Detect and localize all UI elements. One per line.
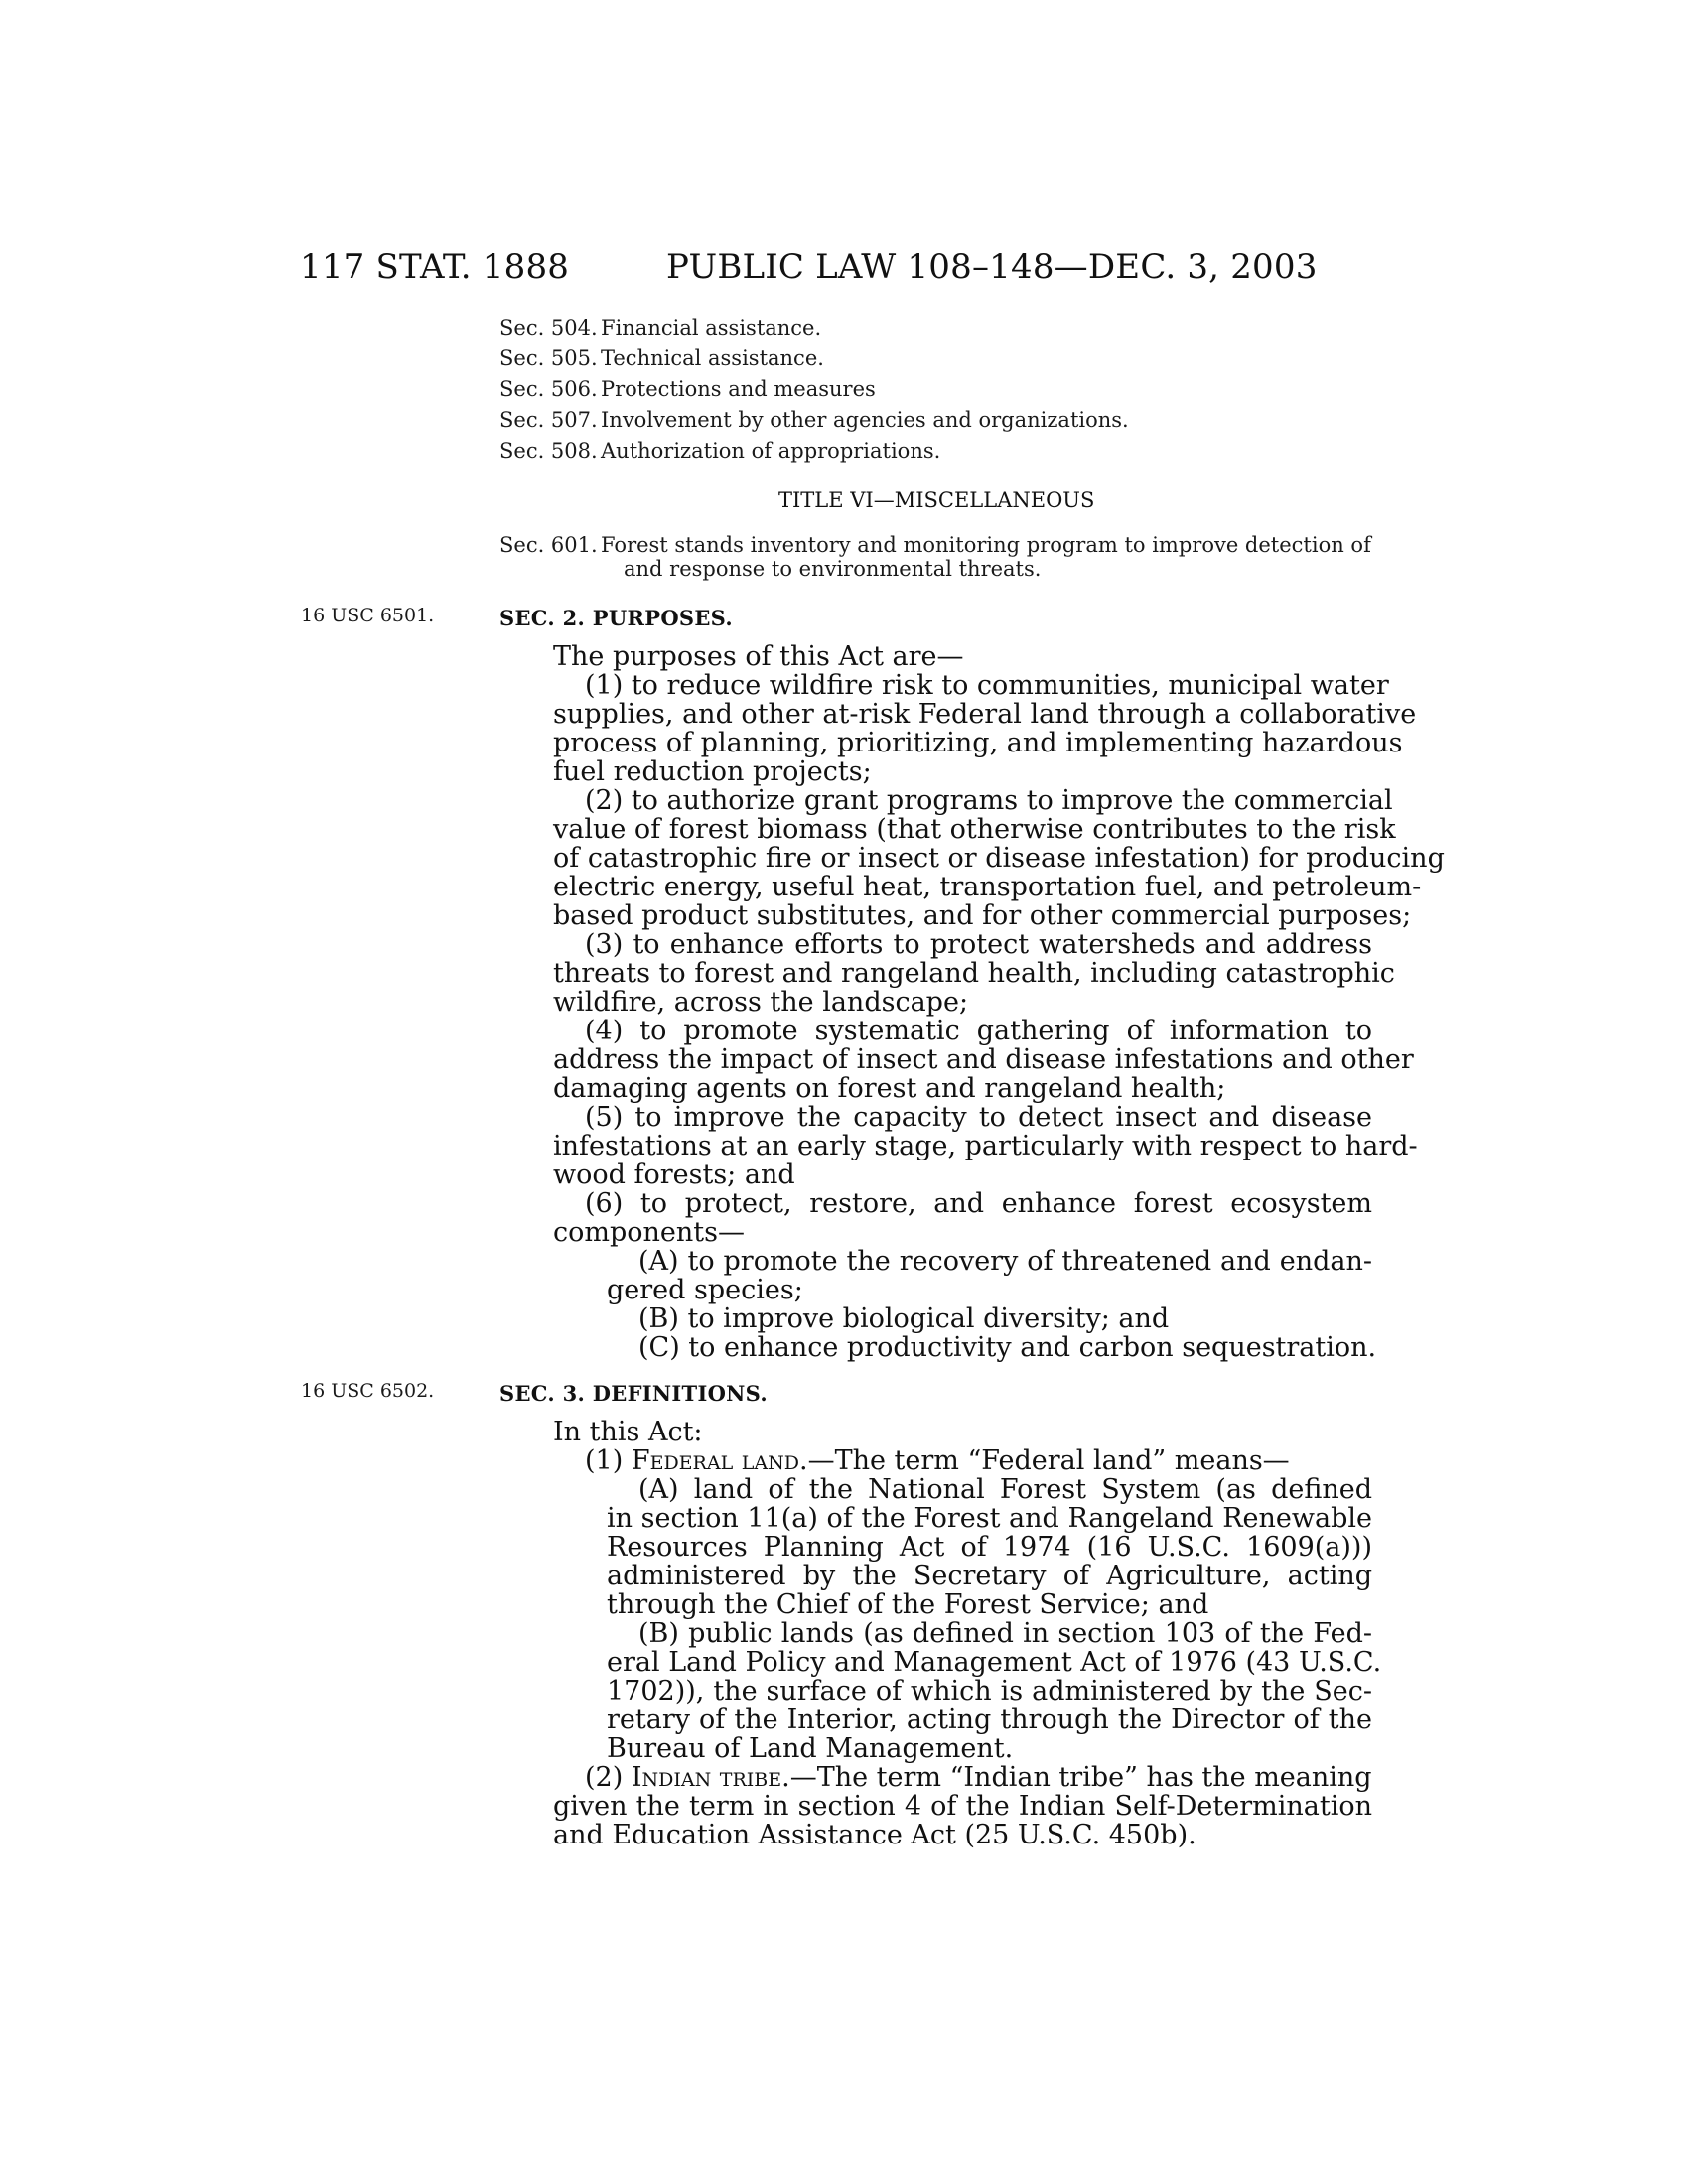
body-line: (B) public lands (as defined in section 103 of the Fed-: [638, 1618, 1372, 1649]
toc-sec-title: Financial assistance.: [601, 316, 822, 340]
toc-sec-number: Sec. 508.: [499, 439, 598, 463]
body-line: 1702)), the surface of which is administered by the Sec-: [607, 1676, 1372, 1706]
definition-term: Federal land: [631, 1445, 799, 1476]
body-line: In this Act:: [553, 1417, 703, 1447]
page-law-citation: PUBLIC LAW 108–148—DEC. 3, 2003: [666, 247, 1318, 287]
body-line: (6) to protect, restore, and enhance forest ecosystem: [585, 1188, 1372, 1219]
body-line: infestations at an early stage, particularly with respect to hard-: [553, 1131, 1418, 1161]
body-line: value of forest biomass (that otherwise contributes to the risk: [553, 814, 1396, 845]
section-heading: SEC. 3. DEFINITIONS.: [499, 1381, 769, 1406]
definition-number: (1): [585, 1445, 624, 1476]
definition-line: [585, 1764, 1372, 1791]
margin-note-usc: 16 USC 6502.: [301, 1380, 435, 1402]
body-line: and Education Assistance Act (25 U.S.C. 450b).: [553, 1820, 1196, 1850]
body-line: wood forests; and: [553, 1160, 795, 1190]
body-line: (2) to authorize grant programs to improve the commercial: [585, 785, 1393, 816]
definition-term: Indian tribe: [631, 1762, 782, 1793]
toc-sec-title: Forest stands inventory and monitoring program to improve detection of: [601, 533, 1371, 557]
body-line: supplies, and other at-risk Federal land through a collaborative: [553, 699, 1417, 730]
body-line: Resources Planning Act of 1974 (16 U.S.C. 1609(a))): [607, 1532, 1372, 1563]
page-stat-citation: 117 STAT. 1888: [300, 247, 570, 287]
toc-sec-title: Involvement by other agencies and organizations.: [601, 408, 1129, 432]
body-line: components—: [553, 1217, 745, 1248]
body-line: (1) to reduce wildfire risk to communities, municipal water: [585, 670, 1389, 701]
definition-text: .—The term “Indian tribe” has the meaning: [781, 1762, 1372, 1793]
body-line: wildfire, across the landscape;: [553, 987, 969, 1018]
definition-number: (2): [585, 1762, 624, 1793]
body-line: given the term in section 4 of the Indian Self-Determination: [553, 1791, 1372, 1822]
definition-text: .—The term “Federal land” means—: [798, 1445, 1290, 1476]
body-line: gered species;: [607, 1275, 803, 1305]
body-line: (5) to improve the capacity to detect insect and disease: [585, 1102, 1372, 1133]
body-line: in section 11(a) of the Forest and Rangeland Renewable: [607, 1503, 1372, 1534]
body-line: eral Land Policy and Management Act of 1976 (43 U.S.C.: [607, 1647, 1382, 1678]
body-line: (B) to improve biological diversity; and: [638, 1303, 1170, 1334]
body-line: (C) to enhance productivity and carbon sequestration.: [638, 1332, 1377, 1363]
body-line: process of planning, prioritizing, and implementing hazardous: [553, 728, 1403, 758]
body-line: through the Chief of the Forest Service; and: [607, 1589, 1209, 1620]
toc-sec-number: Sec. 505.: [499, 346, 598, 370]
toc-sec-title: Authorization of appropriations.: [601, 439, 941, 463]
toc-sec-number: Sec. 504.: [499, 316, 598, 340]
body-line: damaging agents on forest and rangeland health;: [553, 1073, 1226, 1104]
toc-title-heading: TITLE VI—MISCELLANEOUS: [778, 488, 1095, 512]
toc-sec-number: Sec. 506.: [499, 377, 598, 401]
body-line: threats to forest and rangeland health, including catastrophic: [553, 958, 1395, 989]
body-line: fuel reduction projects;: [553, 756, 872, 787]
body-line: based product substitutes, and for other commercial purposes;: [553, 900, 1412, 931]
body-line: administered by the Secretary of Agriculture, acting: [607, 1561, 1372, 1591]
toc-sec-title: Protections and measures: [601, 377, 876, 401]
definition-line: [585, 1447, 1290, 1474]
section-heading: SEC. 2. PURPOSES.: [499, 606, 734, 630]
toc-sec-number: Sec. 507.: [499, 408, 598, 432]
toc-sec-title: Technical assistance.: [601, 346, 824, 370]
toc-sec-title-continued: and response to environmental threats.: [624, 557, 1042, 581]
body-line: (A) to promote the recovery of threatened and endan-: [638, 1246, 1372, 1277]
body-line: (A) land of the National Forest System (as defined: [638, 1474, 1372, 1505]
body-line: address the impact of insect and disease infestations and other: [553, 1044, 1414, 1075]
body-line: The purposes of this Act are—: [553, 641, 964, 672]
toc-sec-number: Sec. 601.: [499, 533, 598, 557]
body-line: retary of the Interior, acting through the Director of the: [607, 1705, 1372, 1735]
body-line: (4) to promote systematic gathering of information to: [585, 1016, 1372, 1046]
body-line: (3) to enhance efforts to protect watersheds and address: [585, 929, 1372, 960]
body-line: of catastrophic fire or insect or disease infestation) for producing: [553, 843, 1445, 874]
body-line: Bureau of Land Management.: [607, 1733, 1014, 1764]
margin-note-usc: 16 USC 6501.: [301, 605, 435, 626]
body-line: electric energy, useful heat, transportation fuel, and petroleum-: [553, 872, 1422, 902]
